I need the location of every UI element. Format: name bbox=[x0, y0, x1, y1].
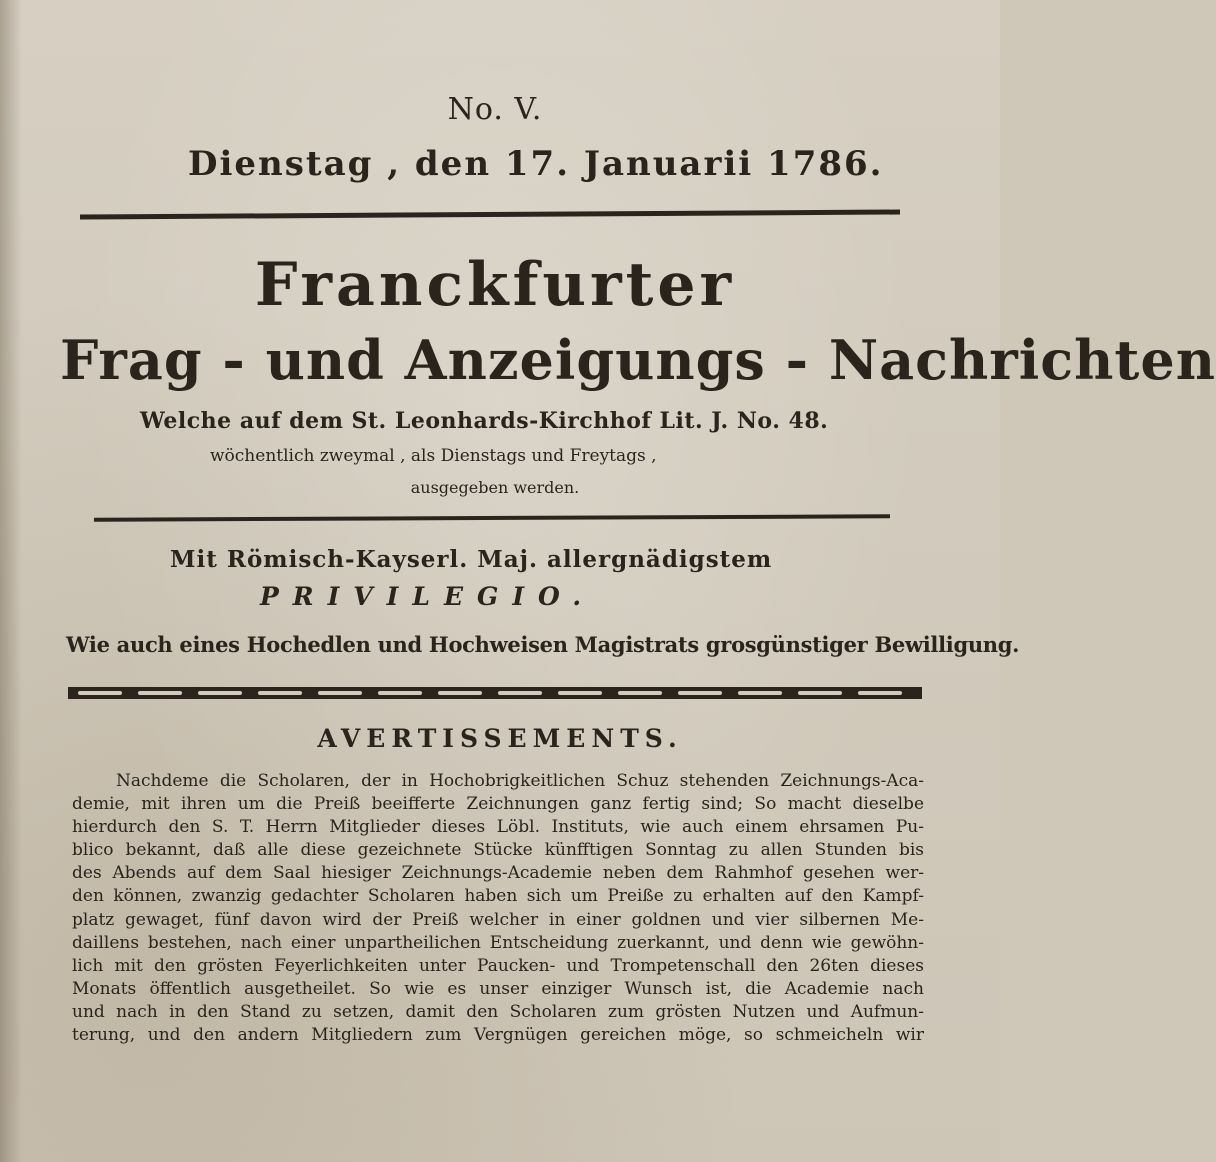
text-line: daillens bestehen, nach einer unpartheilichen Entscheidung zuerkannt, und denn wie gewöhn- bbox=[72, 932, 924, 953]
middle-rule bbox=[94, 514, 890, 521]
masthead-title-line1: Franckfurter bbox=[254, 250, 736, 320]
text-line: des Abends auf dem Saal hiesiger Zeichnungs-Academie neben dem Rahmhof gesehen wer- bbox=[72, 863, 924, 884]
top-rule bbox=[80, 209, 900, 219]
privilege-line3: Wie auch eines Hochedlen und Hochweisen Magistrats grosgünstiger Bewilligung. bbox=[66, 632, 1020, 657]
privilege-line2: PRIVILEGIO. bbox=[260, 582, 596, 611]
text-line: den können, zwanzig gedachter Scholaren haben sich um Preiße zu erhalten auf den Kampf- bbox=[72, 886, 924, 907]
text-line: hierdurch den S. T. Herrn Mitglieder dieses Löbl. Instituts, wie auch einem ehrsamen Pu- bbox=[72, 817, 924, 838]
binding-shadow bbox=[0, 0, 22, 1162]
masthead-address: Welche auf dem St. Leonhards-Kirchhof Lit. J. No. 48. bbox=[140, 408, 829, 434]
issue-date: Dienstag , den 17. Januarii 1786. bbox=[188, 144, 884, 184]
masthead-schedule: wöchentlich zweymal , als Dienstags und Freytags , bbox=[210, 446, 657, 466]
section-heading: AVERTISSEMENTS. bbox=[317, 724, 683, 753]
privilege-line1: Mit Römisch-Kayserl. Maj. allergnädigstem bbox=[170, 546, 773, 573]
text-line: terung, und den andern Mitgliedern zum Vergnügen gereichen möge, so schmeicheln wir bbox=[72, 1025, 924, 1046]
text-line: blico bekannt, daß alle diese gezeichnete Stücke künfftigen Sonntag zu allen Stunden bis bbox=[72, 840, 924, 861]
text-line: demie, mit ihren um die Preiß beeifferte Zeichnungen ganz fertig sind; So macht dieselbe bbox=[72, 794, 924, 815]
text-line: platz gewaget, fünf davon wird der Preiß welcher in einer goldnen und vier silbernen Me- bbox=[72, 909, 924, 930]
ornamental-border bbox=[68, 684, 922, 702]
text-line: lich mit den grösten Feyerlichkeiten unter Paucken- und Trompetenschall den 26ten dieses bbox=[72, 955, 924, 976]
masthead-title-line2: Frag - und Anzeigungs - Nachrichten bbox=[60, 328, 1216, 392]
text-line: und nach in den Stand zu setzen, damit den Scholaren zum grösten Nutzen und Aufmun- bbox=[72, 1001, 924, 1022]
text-line: Monats öffentlich ausgetheilet. So wie es unser einziger Wunsch ist, die Academie nach bbox=[72, 978, 924, 999]
text-line: Nachdeme die Scholaren, der in Hochobrigkeitlichen Schuz stehenden Zeichnungs-Aca- bbox=[116, 771, 924, 791]
issue-number: No. V. bbox=[447, 92, 543, 127]
masthead-issued: ausgegeben werden. bbox=[410, 478, 580, 497]
advertisement-text bbox=[72, 770, 924, 1047]
